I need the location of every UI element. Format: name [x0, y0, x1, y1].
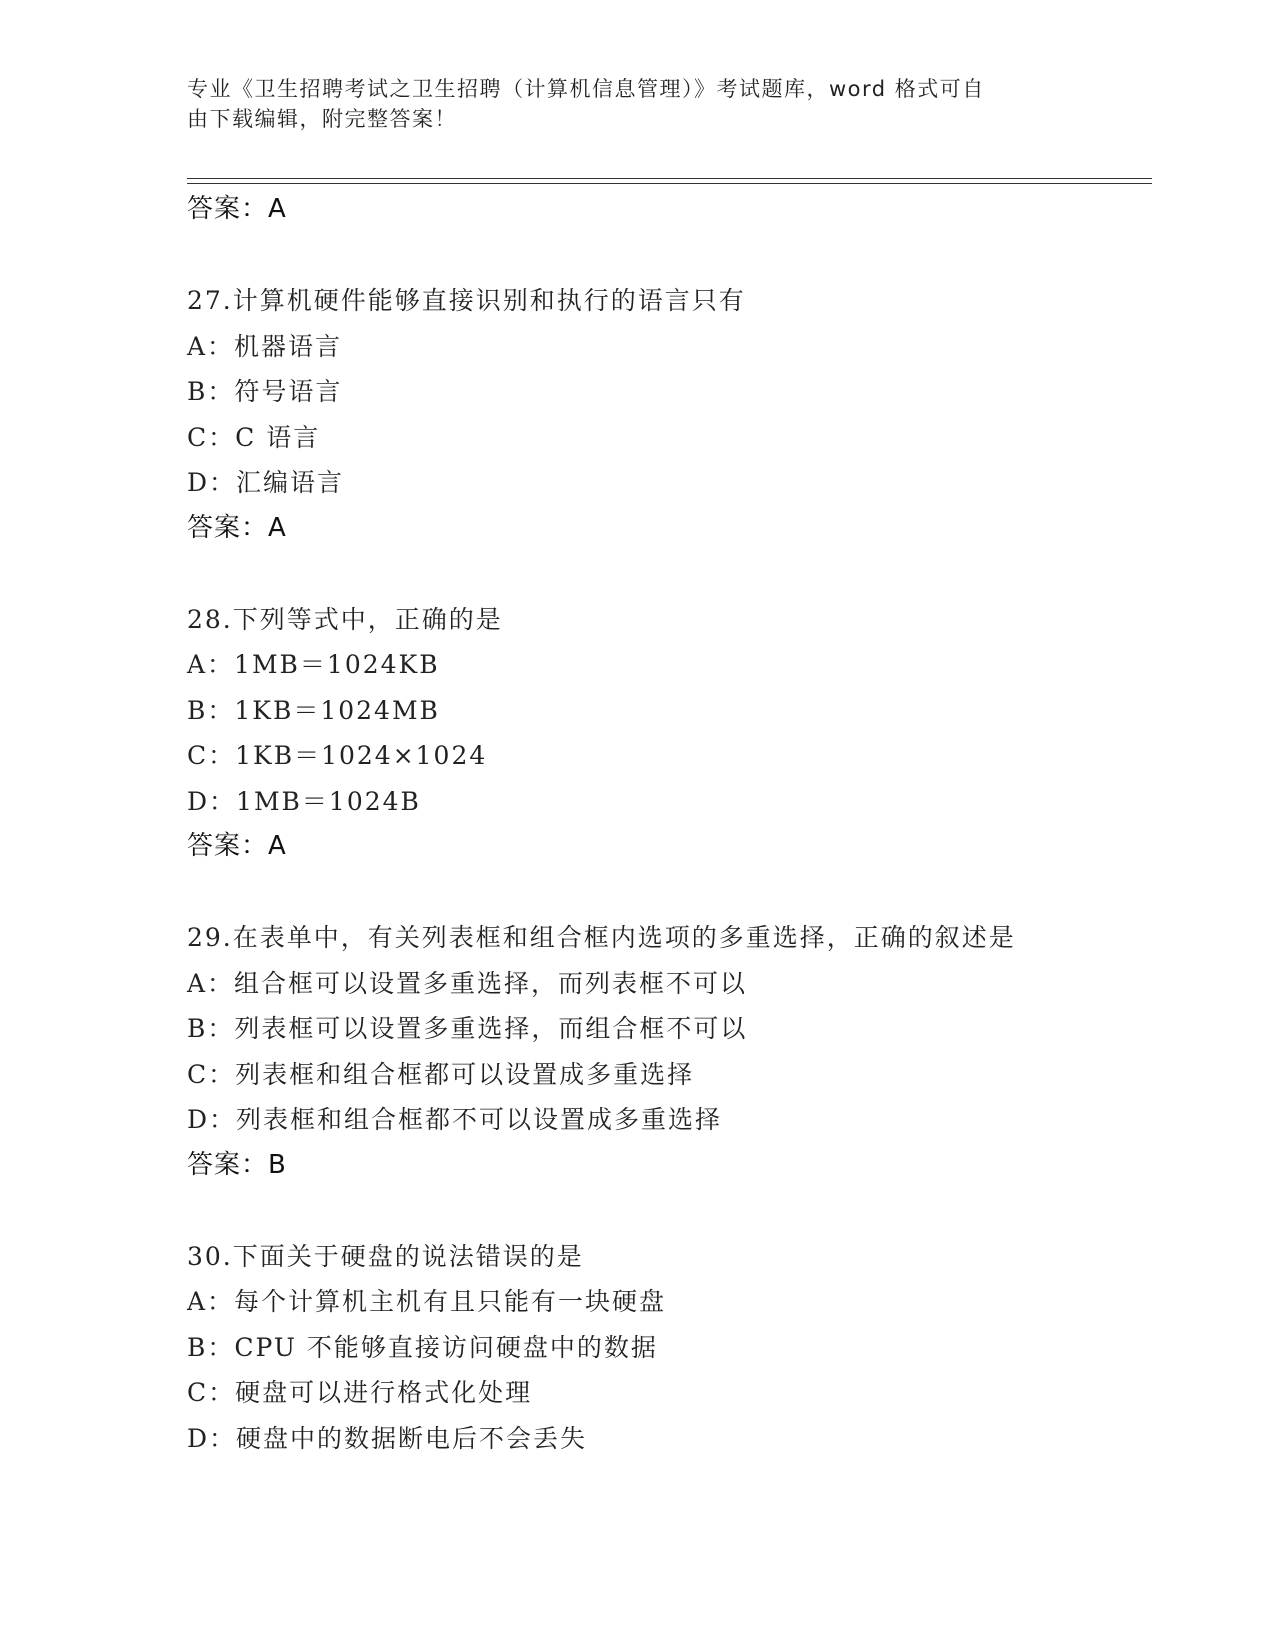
option-c: C：1KB＝1024×1024	[187, 741, 488, 770]
option-a: A：每个计算机主机有且只能有一块硬盘	[187, 1287, 667, 1316]
answer: 答案：A	[187, 831, 287, 861]
option-d: D：列表框和组合框都不可以设置成多重选择	[187, 1105, 723, 1134]
question-list	[187, 187, 1147, 1461]
question-28	[187, 597, 1147, 870]
header-line-1: 专业《卫生招聘考试之卫生招聘（计算机信息管理）》考试题库，word 格式可自	[187, 77, 985, 101]
option-b: B：1KB＝1024MB	[187, 695, 440, 725]
previous-answer: 答案：A	[187, 194, 287, 224]
option-d: D：1MB＝1024B	[187, 786, 421, 816]
question-stem: 30.下面关于硬盘的说法错误的是	[187, 1241, 584, 1271]
option-b: B：列表框可以设置多重选择，而组合框不可以	[187, 1014, 748, 1043]
option-d: D：汇编语言	[187, 468, 345, 497]
spacer	[187, 233, 1147, 279]
question-stem: 28.下列等式中，正确的是	[187, 604, 503, 634]
spacer	[187, 1188, 1147, 1234]
question-stem: 27.计算机硬件能够直接识别和执行的语言只有	[187, 286, 746, 315]
option-c: C：列表框和组合框都可以设置成多重选择	[187, 1059, 695, 1089]
document-header	[187, 74, 1067, 134]
option-c: C：硬盘可以进行格式化处理	[187, 1378, 533, 1407]
question-27	[187, 278, 1147, 551]
question-30	[187, 1234, 1147, 1462]
answer: 答案：A	[187, 512, 287, 543]
header-line-2: 由下载编辑，附完整答案！	[187, 107, 457, 131]
header-divider-top	[187, 178, 1152, 179]
option-a: A：组合框可以设置多重选择，而列表框不可以	[187, 968, 748, 998]
question-29	[187, 915, 1147, 1188]
option-c: C：C 语言	[187, 422, 321, 452]
header-divider-bottom	[187, 183, 1152, 184]
spacer	[187, 870, 1147, 916]
spacer	[187, 551, 1147, 597]
option-b: B：符号语言	[187, 377, 343, 406]
question-stem: 29.在表单中，有关列表框和组合框内选项的多重选择，正确的叙述是	[187, 923, 1016, 952]
answer: 答案：B	[187, 1149, 287, 1180]
option-a: A：1MB＝1024KB	[187, 650, 440, 679]
option-d: D：硬盘中的数据断电后不会丢失	[187, 1423, 588, 1453]
option-a: A：机器语言	[187, 331, 343, 361]
option-b: B：CPU 不能够直接访问硬盘中的数据	[187, 1332, 658, 1362]
